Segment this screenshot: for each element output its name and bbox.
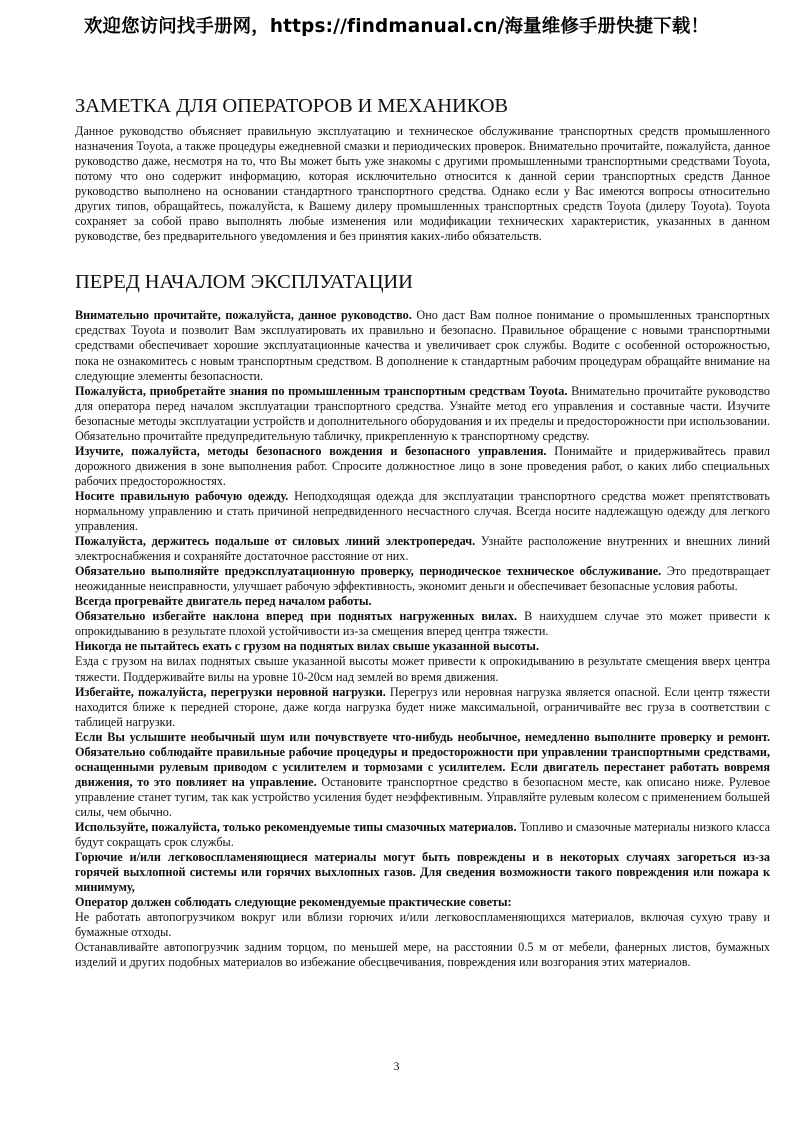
safety-paragraph: [75, 594, 770, 609]
paragraph-lead: Всегда прогревайте двигатель перед началом работы.: [75, 594, 372, 609]
paragraph-lead: Используйте, пожалуйста, только рекомендуемые типы смазочных материалов.: [75, 819, 517, 834]
paragraph-body: Перегруз или неровная нагрузка является опасной. Если центр тяжести находится ближе к передней стороне, даже когда нагрузка будет ниже максимальной, ограничивайте вес груза в соответствии с таблицей нагрузки.: [75, 684, 770, 729]
paragraph-lead: Внимательно прочитайте, пожалуйста, данное руководство.: [75, 308, 412, 323]
paragraph-lead: Избегайте, пожалуйста, перегрузки неровной нагрузки.: [75, 684, 386, 699]
paragraph-body: Езда с грузом на вилах поднятых свыше указанной высоты может привести к опрокидыванию в результате смещения вверх центра тяжести. Поддерживайте вилы на уровне 10-20см над землей во время движения.: [75, 654, 770, 684]
page-number: 3: [393, 1059, 400, 1073]
safety-paragraph: [75, 685, 770, 730]
safety-paragraph: [75, 730, 770, 820]
intro-paragraph: Данное руководство объясняет правильную эксплуатацию и техническое обслуживание транспортных средств промышленного назначения Toyota, а также процедуры ежедневной смазки и периодических проверок. Внимательно прочитайте, пожалуйста, данное руководство даже, несмотря на то, что Вы может быть уже знакомы с другими промышленными транспортными средствами Toyota, потому что оно содержит информацию, которая исключительно относится к данной серии транспортных средств Данное руководство выполнено на основании стандартного транспортного средства. Однако если у Вас имеются вопросы относительно других типов, обращайтесь, пожалуйста, к Вашему дилеру промышленных транспортных средств Toyota (дилеру Toyota). Toyota сохраняет за собой право выполнять любые изменения или модификации технических характеристик, указанных в данном руководстве, без предварительного уведомления и без принятия каких-либо обязательств.: [75, 124, 770, 244]
paragraph-body: Топливо и смазочные материалы низкого класса будут сокращать срок службы.: [75, 819, 770, 850]
safety-paragraph: [75, 609, 770, 639]
download-banner: 欢迎您访问找手册网，https://findmanual.cn/海量维修手册快捷下载！: [83, 16, 710, 37]
paragraph-lead: Обязательно избегайте наклона вперед при поднятых нагруженных вилах.: [75, 609, 518, 624]
paragraph-lead: Обязательно выполняйте предэксплуатационную проверку, периодическое техническое обслуживание.: [75, 564, 662, 579]
paragraph-body: Остановите транспортное средство в безопасном месте, как описано ниже. Рулевое управление станет тугим, так как устройство усиления будет неэффективным. Управляйте рулевым колесом с применением большей силы, чем обычно.: [75, 774, 770, 819]
safety-paragraph: [75, 308, 770, 383]
paragraph-body: Это предотвращает неожиданные неисправности, улучшает рабочую эффективность, экономит деньги и обеспечивает безопасные условия работы.: [75, 564, 770, 594]
paragraph-lead: Пожалуйста, держитесь подальше от силовых линий электропередач.: [75, 534, 476, 549]
safety-paragraph: [75, 444, 770, 489]
safety-paragraph: [75, 564, 770, 594]
document-page: [75, 94, 770, 970]
paragraph-lead: Горючие и/или легковоспламеняющиеся материалы могут быть повреждены и в некоторых случаях загореться из-за горячей выхлопной системы или горячих выхлопных газов. Для сведения возможности такого повреждения или пожара к минимуму,: [75, 850, 770, 895]
paragraph-lead: Носите правильную рабочую одежду.: [75, 488, 289, 503]
paragraph-lead: Изучите, пожалуйста, методы безопасного вождения и безопасного управления.: [75, 443, 547, 458]
section-heading-operators-note: ЗАМЕТКА ДЛЯ ОПЕРАТОРОВ И МЕХАНИКОВ: [75, 95, 508, 117]
paragraph-body: Понимайте и придерживайтесь правил дорожного движения в зоне выполнения работ. Спросите должностное лицо в зоне проведения работ, о каких либо специальных рабочих предосторожностях.: [75, 443, 770, 488]
safety-paragraph: [75, 489, 770, 534]
paragraph-body: Неподходящая одежда для эксплуатации транспортного средства может препятствовать нормальному управлению и стать причиной непредвиденного несчастного случая. Всегда носите надлежащую одежду для легкого управления.: [75, 488, 770, 534]
paragraph-lead: Оператор должен соблюдать следующие рекомендуемые практические советы:: [75, 895, 512, 910]
safety-paragraph: [75, 910, 770, 940]
safety-paragraph: [75, 654, 770, 684]
safety-paragraph: [75, 895, 770, 910]
safety-paragraph: [75, 820, 770, 850]
safety-paragraphs: [75, 308, 770, 970]
safety-paragraph: [75, 639, 770, 654]
paragraph-lead: Если Вы услышите необычный шум или почувствуете что-нибудь необычное, немедленно выполните проверку и ремонт. Обязательно соблюдайте правильные рабочие процедуры и предосторожности при управлении транспортными средствами, оснащенными рулевым приводом с усилителем и тормозами с усилителем. Если двигатель перестанет работать вовремя движения, то это повлияет на управление.: [75, 729, 770, 789]
paragraph-lead: Пожалуйста, приобретайте знания по промышленным транспортным средствам Toyota.: [75, 383, 568, 398]
safety-paragraph: [75, 534, 770, 564]
paragraph-body: Узнайте расположение внутренних и внешних линий электроснабжения и сохраняйте достаточное расстояние от них.: [75, 534, 770, 564]
safety-paragraph: [75, 384, 770, 444]
paragraph-body: Не работать автопогрузчиком вокруг или вблизи горючих и/или легковоспламеняющихся материалов, включая сухую траву и бумажные отходы.: [75, 910, 770, 940]
safety-paragraph: [75, 940, 770, 970]
section-heading-before-operation: ПЕРЕД НАЧАЛОМ ЭКСПЛУАТАЦИИ: [75, 271, 413, 294]
safety-paragraph: [75, 850, 770, 895]
paragraph-body: В наихудшем случае это может привести к опрокидыванию в результате плохой устойчивости из-за смещения вперед центра тяжести.: [75, 609, 770, 639]
paragraph-body: Останавливайте автопогрузчик задним торцом, по меньшей мере, на расстоянии 0.5 м от мебели, фанерных листов, бумажных изделий и других подобных материалов во избежание обесцвечивания, повреждения или возгорания этих материалов.: [75, 940, 770, 970]
paragraph-lead: Никогда не пытайтесь ехать с грузом на поднятых вилах свыше указанной высоты.: [75, 639, 539, 654]
paragraph-body: Внимательно прочитайте руководство для оператора перед началом эксплуатации транспортного средства. Узнайте метод его управления и составные части. Изучите безопасные методы эксплуатации устройств и дополнительного оборудования и их пределы и предосторожности при использовании. Обязательно прочитайте предупредительную табличку, прикрепленную к транспортному средству.: [75, 383, 770, 443]
paragraph-body: Оно даст Вам полное понимание о промышленных транспортных средствах Toyota и позволит Вам эксплуатировать их правильно и безопасно. Правильное обращение с новыми транспортными средствами обеспечивает хорошие эксплуатационные качества и увеличивает срок службы. Водите с особенной осторожностью, пока не ознакомитесь с новым транспортным средством. В дополнение к стандартным рабочим процедурам обращайте внимание на следующие элементы безопасности.: [75, 308, 770, 383]
